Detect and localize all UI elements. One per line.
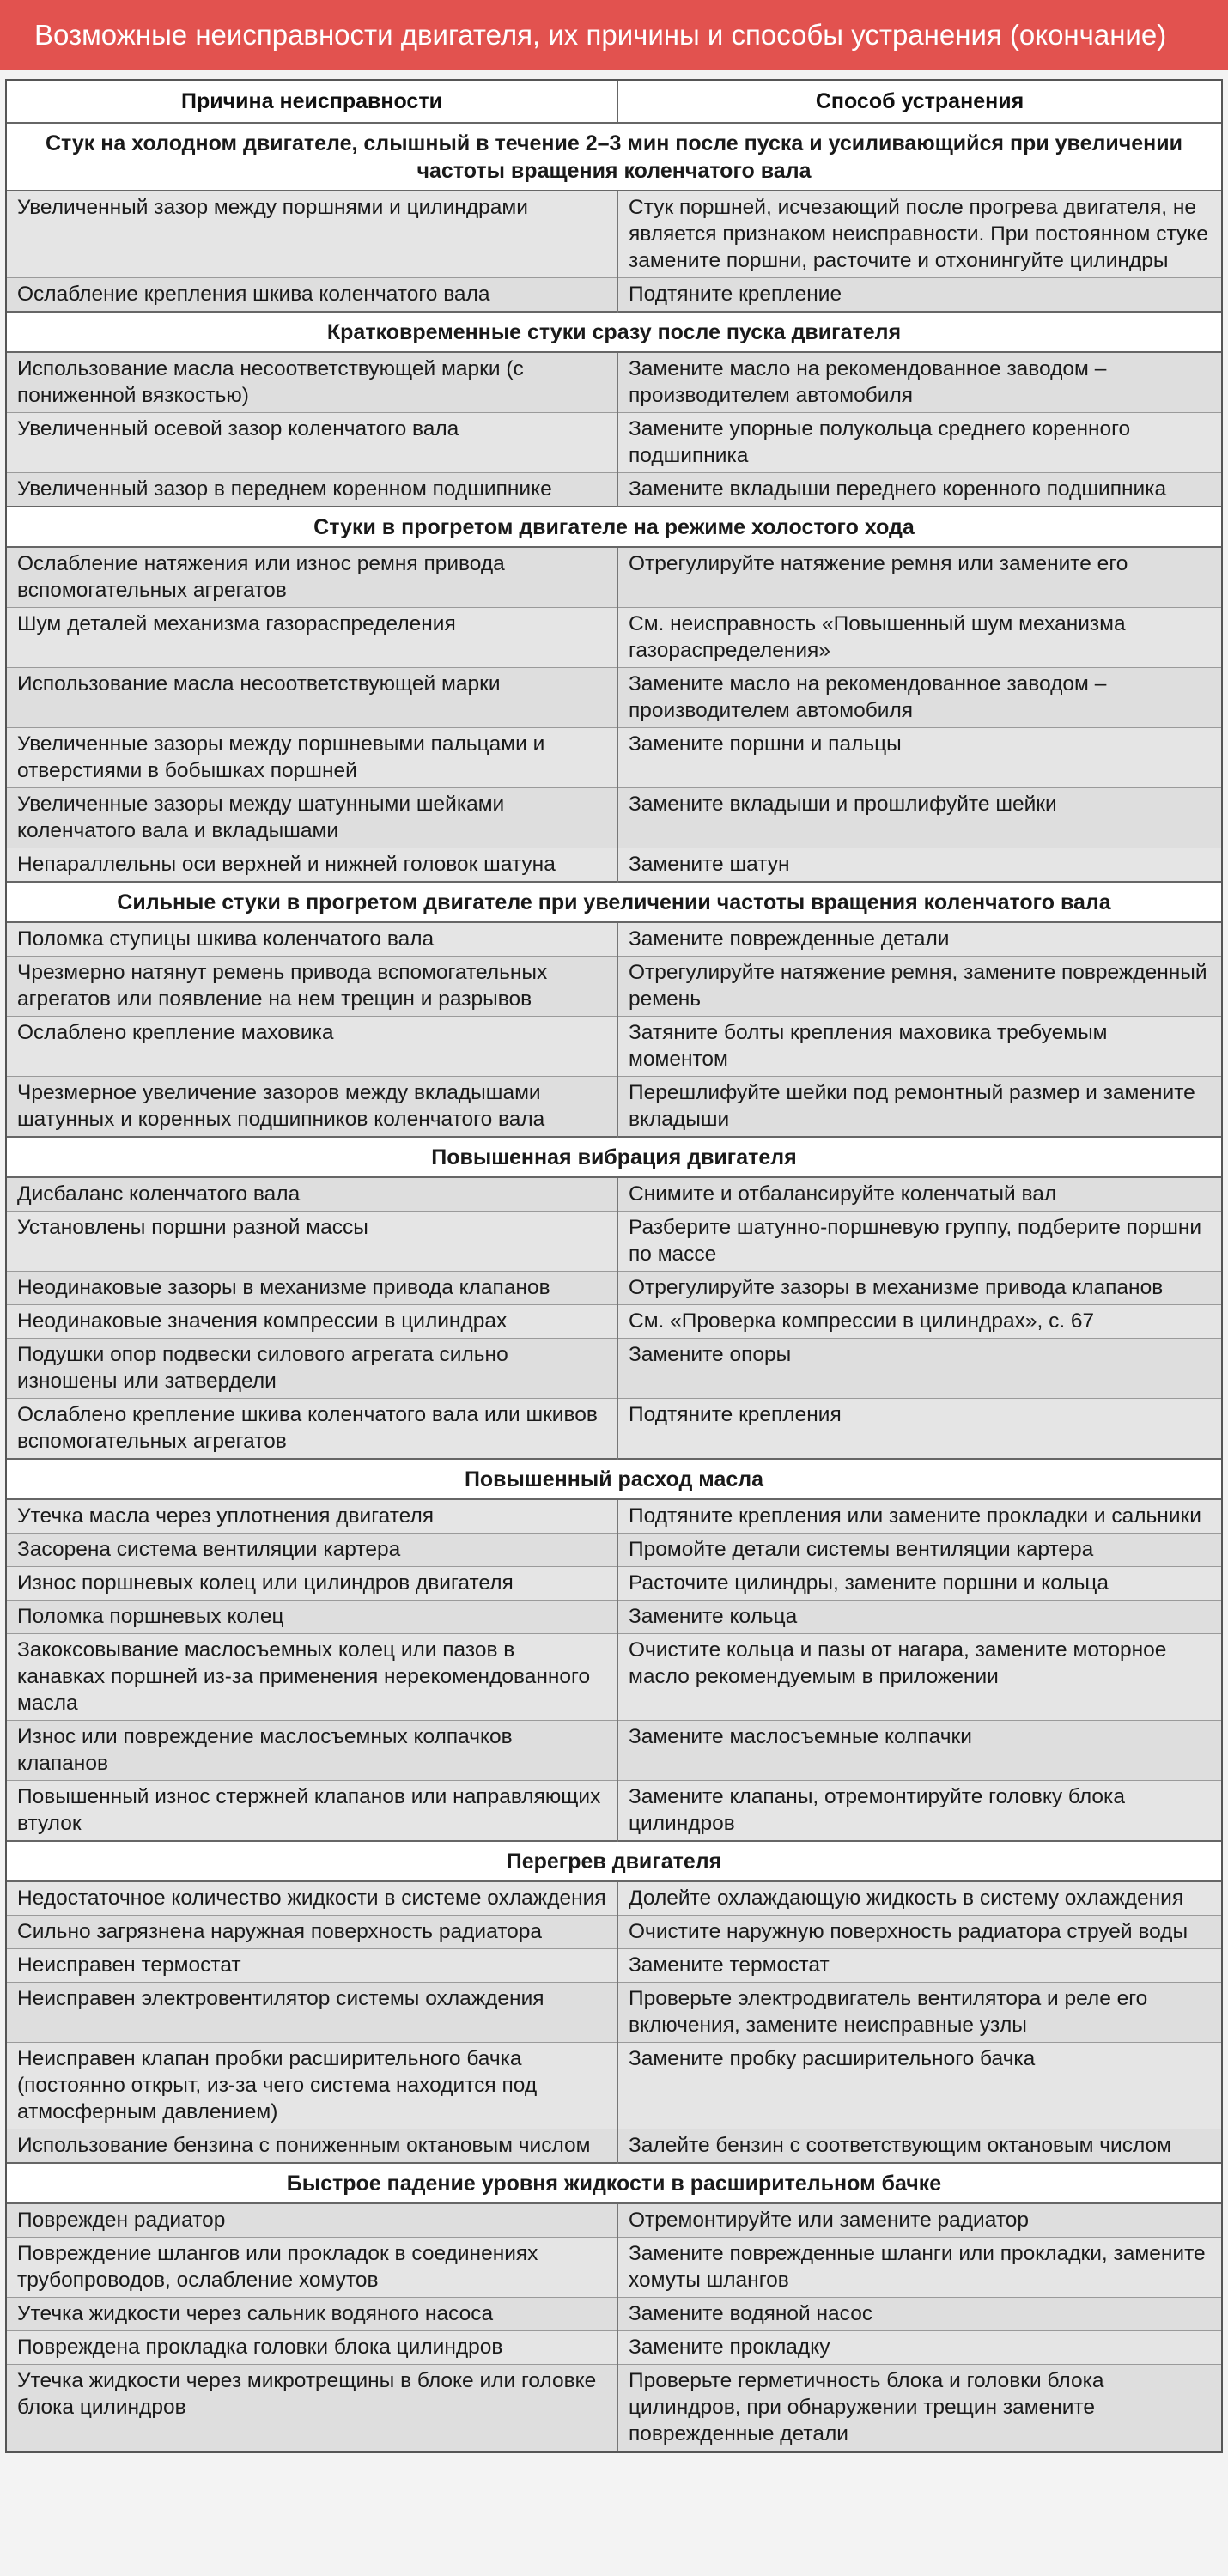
remedy-cell: Замените вкладыши переднего коренного подшипника — [617, 473, 1221, 507]
cause-cell: Поврежден радиатор — [7, 2203, 617, 2238]
table-row — [7, 473, 1221, 507]
table-row — [7, 1781, 1221, 1842]
table-row — [7, 2043, 1221, 2129]
section-title: Сильные стуки в прогретом двигателе при увеличении частоты вращения коленчатого вала — [7, 882, 1221, 922]
table-row — [7, 1601, 1221, 1634]
table-row — [7, 278, 1221, 313]
cause-cell: Повреждена прокладка головки блока цилиндров — [7, 2331, 617, 2365]
cause-cell: Поломка поршневых колец — [7, 1601, 617, 1634]
remedy-cell: Замените клапаны, отремонтируйте головку блока цилиндров — [617, 1781, 1221, 1842]
table-row — [7, 2203, 1221, 2238]
remedy-cell: Проверьте герметичность блока и головки блока цилиндров, при обнаружении трещин замените поврежденные детали — [617, 2365, 1221, 2451]
table-row — [7, 848, 1221, 883]
cause-cell: Использование масла несоответствующей марки (с пониженной вязкостью) — [7, 352, 617, 413]
cause-cell: Поломка ступицы шкива коленчатого вала — [7, 922, 617, 957]
remedy-cell: Очистите кольца и пазы от нагара, замените моторное масло рекомендуемым в приложении — [617, 1634, 1221, 1721]
cause-cell: Недостаточное количество жидкости в системе охлаждения — [7, 1881, 617, 1916]
remedy-cell: Очистите наружную поверхность радиатора струей воды — [617, 1916, 1221, 1949]
section-header-row — [7, 507, 1221, 547]
remedy-cell: Подтяните крепления или замените прокладки и сальники — [617, 1499, 1221, 1534]
cause-cell: Чрезмерное увеличение зазоров между вкладышами шатунных и коренных подшипников коленчатого вала — [7, 1077, 617, 1138]
table-row — [7, 1272, 1221, 1305]
table-row — [7, 922, 1221, 957]
table-row — [7, 1881, 1221, 1916]
table-row — [7, 352, 1221, 413]
remedy-cell: Замените опоры — [617, 1339, 1221, 1399]
table-row — [7, 608, 1221, 668]
table-row — [7, 1017, 1221, 1077]
section-header-row — [7, 123, 1221, 191]
cause-cell: Засорена система вентиляции картера — [7, 1534, 617, 1567]
remedy-cell: Отремонтируйте или замените радиатор — [617, 2203, 1221, 2238]
cause-cell: Чрезмерно натянут ремень привода вспомогательных агрегатов или появление на нем трещин и разрывов — [7, 957, 617, 1017]
table-row — [7, 1177, 1221, 1212]
remedy-cell: Замените термостат — [617, 1949, 1221, 1983]
remedy-cell: Замените упорные полукольца среднего коренного подшипника — [617, 413, 1221, 473]
cause-cell: Увеличенные зазоры между поршневыми пальцами и отверстиями в бобышках поршней — [7, 728, 617, 788]
remedy-cell: Долейте охлаждающую жидкость в систему охлаждения — [617, 1881, 1221, 1916]
cause-cell: Ослабление крепления шкива коленчатого вала — [7, 278, 617, 313]
cause-cell: Шум деталей механизма газораспределения — [7, 608, 617, 668]
cause-cell: Ослаблено крепление маховика — [7, 1017, 617, 1077]
table-row — [7, 2331, 1221, 2365]
section-title: Кратковременные стуки сразу после пуска двигателя — [7, 312, 1221, 352]
header-cause: Причина неисправности — [7, 81, 617, 123]
header-row — [7, 81, 1221, 123]
remedy-cell: Замените маслосъемные колпачки — [617, 1721, 1221, 1781]
cause-cell: Увеличенный осевой зазор коленчатого вала — [7, 413, 617, 473]
cause-cell: Увеличенные зазоры между шатунными шейками коленчатого вала и вкладышами — [7, 788, 617, 848]
section-header-row — [7, 1459, 1221, 1499]
table-row — [7, 1305, 1221, 1339]
remedy-cell: Подтяните крепление — [617, 278, 1221, 313]
remedy-cell: Перешлифуйте шейки под ремонтный размер и замените вкладыши — [617, 1077, 1221, 1138]
cause-cell: Ослабление натяжения или износ ремня привода вспомогательных агрегатов — [7, 547, 617, 608]
table-row — [7, 1567, 1221, 1601]
cause-cell: Повреждение шлангов или прокладок в соединениях трубопроводов, ослабление хомутов — [7, 2238, 617, 2298]
remedy-cell: Промойте детали системы вентиляции картера — [617, 1534, 1221, 1567]
table-row — [7, 1339, 1221, 1399]
table-body — [7, 123, 1221, 2451]
remedy-cell: См. «Проверка компрессии в цилиндрах», с. 67 — [617, 1305, 1221, 1339]
section-title: Быстрое падение уровня жидкости в расширительном бачке — [7, 2163, 1221, 2203]
remedy-cell: Замените прокладку — [617, 2331, 1221, 2365]
cause-cell: Утечка масла через уплотнения двигателя — [7, 1499, 617, 1534]
cause-cell: Износ или повреждение маслосъемных колпачков клапанов — [7, 1721, 617, 1781]
page-title: Возможные неисправности двигателя, их причины и способы устранения (окончание) — [0, 0, 1228, 70]
table-row — [7, 191, 1221, 278]
table-row — [7, 1634, 1221, 1721]
cause-cell: Повышенный износ стержней клапанов или направляющих втулок — [7, 1781, 617, 1842]
section-title: Повышенная вибрация двигателя — [7, 1137, 1221, 1177]
table-row — [7, 1721, 1221, 1781]
cause-cell: Использование масла несоответствующей марки — [7, 668, 617, 728]
cause-cell: Неодинаковые зазоры в механизме привода клапанов — [7, 1272, 617, 1305]
table-row — [7, 1983, 1221, 2043]
remedy-cell: Расточите цилиндры, замените поршни и кольца — [617, 1567, 1221, 1601]
remedy-cell: Разберите шатунно-поршневую группу, подберите поршни по массе — [617, 1212, 1221, 1272]
remedy-cell: Замените вкладыши и прошлифуйте шейки — [617, 788, 1221, 848]
troubleshooting-table-frame — [5, 79, 1223, 2453]
cause-cell: Неисправен клапан пробки расширительного бачка (постоянно открыт, из-за чего система находится под атмосферным давлением) — [7, 2043, 617, 2129]
troubleshooting-table — [7, 81, 1221, 2451]
cause-cell: Дисбаланс коленчатого вала — [7, 1177, 617, 1212]
remedy-cell: Снимите и отбалансируйте коленчатый вал — [617, 1177, 1221, 1212]
cause-cell: Ослаблено крепление шкива коленчатого вала или шкивов вспомогательных агрегатов — [7, 1399, 617, 1460]
table-row — [7, 668, 1221, 728]
cause-cell: Закоксовывание маслосъемных колец или пазов в канавках поршней из-за применения нерекомендованного масла — [7, 1634, 617, 1721]
section-header-row — [7, 1841, 1221, 1881]
cause-cell: Подушки опор подвески силового агрегата сильно изношены или затвердели — [7, 1339, 617, 1399]
section-header-row — [7, 312, 1221, 352]
remedy-cell: Затяните болты крепления маховика требуемым моментом — [617, 1017, 1221, 1077]
remedy-cell: Замените кольца — [617, 1601, 1221, 1634]
header-remedy: Способ устранения — [617, 81, 1221, 123]
remedy-cell: Отрегулируйте зазоры в механизме привода клапанов — [617, 1272, 1221, 1305]
remedy-cell: Замените шатун — [617, 848, 1221, 883]
remedy-cell: Замените масло на рекомендованное заводом – производителем автомобиля — [617, 668, 1221, 728]
section-title: Повышенный расход масла — [7, 1459, 1221, 1499]
cause-cell: Установлены поршни разной массы — [7, 1212, 617, 1272]
table-row — [7, 2365, 1221, 2451]
table-row — [7, 1399, 1221, 1460]
section-header-row — [7, 2163, 1221, 2203]
cause-cell: Увеличенный зазор между поршнями и цилиндрами — [7, 191, 617, 278]
table-row — [7, 2238, 1221, 2298]
table-row — [7, 1534, 1221, 1567]
table-row — [7, 1916, 1221, 1949]
cause-cell: Неисправен электровентилятор системы охлаждения — [7, 1983, 617, 2043]
cause-cell: Увеличенный зазор в переднем коренном подшипнике — [7, 473, 617, 507]
cause-cell: Непараллельны оси верхней и нижней головок шатуна — [7, 848, 617, 883]
cause-cell: Износ поршневых колец или цилиндров двигателя — [7, 1567, 617, 1601]
remedy-cell: Замените поврежденные шланги или прокладки, замените хомуты шлангов — [617, 2238, 1221, 2298]
remedy-cell: Замените пробку расширительного бачка — [617, 2043, 1221, 2129]
table-row — [7, 547, 1221, 608]
cause-cell: Неодинаковые значения компрессии в цилиндрах — [7, 1305, 617, 1339]
remedy-cell: Замените поршни и пальцы — [617, 728, 1221, 788]
cause-cell: Неисправен термостат — [7, 1949, 617, 1983]
table-row — [7, 957, 1221, 1017]
remedy-cell: Замените водяной насос — [617, 2298, 1221, 2331]
cause-cell: Утечка жидкости через микротрещины в блоке или головке блока цилиндров — [7, 2365, 617, 2451]
section-header-row — [7, 1137, 1221, 1177]
table-row — [7, 2298, 1221, 2331]
section-title: Стуки в прогретом двигателе на режиме холостого хода — [7, 507, 1221, 547]
table-row — [7, 728, 1221, 788]
remedy-cell: Отрегулируйте натяжение ремня, замените поврежденный ремень — [617, 957, 1221, 1017]
cause-cell: Утечка жидкости через сальник водяного насоса — [7, 2298, 617, 2331]
section-title: Стук на холодном двигателе, слышный в течение 2–3 мин после пуска и усиливающийся при увеличении частоты вращения коленчатого вала — [7, 123, 1221, 191]
table-row — [7, 1499, 1221, 1534]
remedy-cell: Проверьте электродвигатель вентилятора и реле его включения, замените неисправные узлы — [617, 1983, 1221, 2043]
table-row — [7, 2129, 1221, 2164]
remedy-cell: Стук поршней, исчезающий после прогрева двигателя, не является признаком неисправности. При постоянном стуке замените поршни, расточите и отхонингуйте цилиндры — [617, 191, 1221, 278]
remedy-cell: Отрегулируйте натяжение ремня или замените его — [617, 547, 1221, 608]
remedy-cell: Замените поврежденные детали — [617, 922, 1221, 957]
table-row — [7, 1077, 1221, 1138]
remedy-cell: Залейте бензин с соответствующим октановым числом — [617, 2129, 1221, 2164]
table-row — [7, 1212, 1221, 1272]
section-header-row — [7, 882, 1221, 922]
remedy-cell: Замените масло на рекомендованное заводом – производителем автомобиля — [617, 352, 1221, 413]
table-row — [7, 788, 1221, 848]
section-title: Перегрев двигателя — [7, 1841, 1221, 1881]
remedy-cell: Подтяните крепления — [617, 1399, 1221, 1460]
table-row — [7, 1949, 1221, 1983]
remedy-cell: См. неисправность «Повышенный шум механизма газораспределения» — [617, 608, 1221, 668]
cause-cell: Сильно загрязнена наружная поверхность радиатора — [7, 1916, 617, 1949]
cause-cell: Использование бензина с пониженным октановым числом — [7, 2129, 617, 2164]
table-row — [7, 413, 1221, 473]
